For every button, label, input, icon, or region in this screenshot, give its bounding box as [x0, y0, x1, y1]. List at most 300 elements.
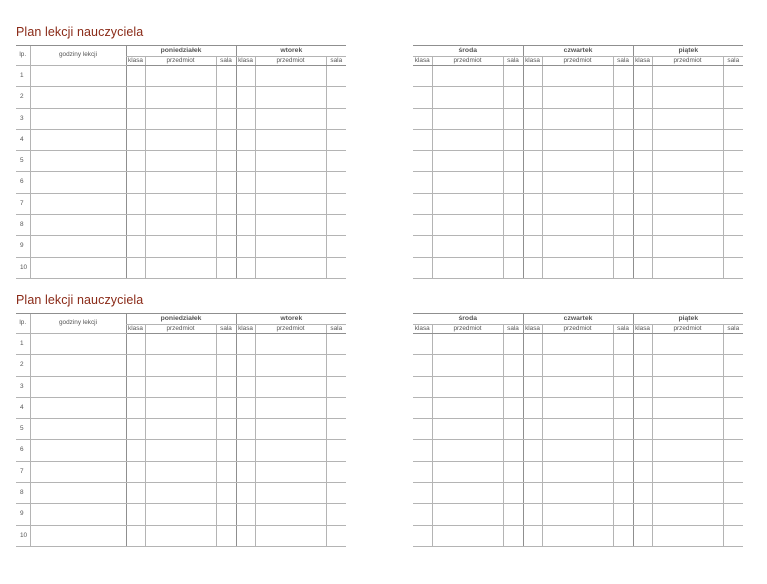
klasa-cell	[236, 66, 255, 87]
sala-cell	[326, 334, 346, 355]
klasa-cell	[523, 483, 542, 504]
hours-cell	[30, 66, 126, 87]
sala-cell	[503, 257, 523, 278]
klasa-cell	[523, 334, 542, 355]
klasa-cell	[523, 87, 542, 108]
hours-header: godziny lekcji	[30, 46, 126, 66]
sala-cell	[326, 504, 346, 525]
klasa-cell	[413, 397, 432, 418]
klasa-cell	[126, 397, 145, 418]
row-number: 3	[16, 108, 30, 129]
sala-cell	[613, 172, 633, 193]
sala-header: sala	[613, 325, 633, 334]
przedmiot-header: przedmiot	[432, 325, 503, 334]
przedmiot-cell	[542, 334, 613, 355]
przedmiot-cell	[255, 151, 326, 172]
table-row	[16, 440, 346, 461]
sala-header: sala	[326, 325, 346, 334]
przedmiot-cell	[652, 376, 723, 397]
przedmiot-cell	[542, 504, 613, 525]
klasa-cell	[413, 87, 432, 108]
klasa-cell	[633, 215, 652, 236]
day-header: wtorek	[236, 314, 346, 325]
table-row	[413, 461, 743, 482]
przedmiot-cell	[432, 236, 503, 257]
sala-cell	[723, 376, 743, 397]
sala-cell	[613, 215, 633, 236]
przedmiot-cell	[145, 397, 216, 418]
klasa-cell	[126, 440, 145, 461]
przedmiot-header: przedmiot	[542, 57, 613, 66]
klasa-cell	[236, 193, 255, 214]
sala-cell	[326, 440, 346, 461]
table-row	[16, 236, 346, 257]
klasa-cell	[633, 504, 652, 525]
przedmiot-cell	[145, 215, 216, 236]
row-number: 6	[16, 440, 30, 461]
przedmiot-cell	[432, 376, 503, 397]
sala-cell	[216, 334, 236, 355]
klasa-cell	[413, 440, 432, 461]
przedmiot-cell	[432, 504, 503, 525]
table-row	[413, 87, 743, 108]
row-number: 7	[16, 461, 30, 482]
day-header: poniedziałek	[126, 314, 236, 325]
klasa-cell	[413, 461, 432, 482]
klasa-cell	[236, 419, 255, 440]
przedmiot-cell	[652, 504, 723, 525]
klasa-cell	[236, 461, 255, 482]
klasa-cell	[523, 376, 542, 397]
hours-cell	[30, 504, 126, 525]
klasa-cell	[633, 440, 652, 461]
przedmiot-cell	[432, 108, 503, 129]
klasa-cell	[413, 334, 432, 355]
przedmiot-cell	[652, 236, 723, 257]
table-row	[413, 504, 743, 525]
klasa-cell	[523, 419, 542, 440]
sala-cell	[216, 87, 236, 108]
table-row	[413, 440, 743, 461]
hours-cell	[30, 397, 126, 418]
sala-cell	[326, 172, 346, 193]
sala-cell	[613, 66, 633, 87]
row-number: 3	[16, 376, 30, 397]
sala-cell	[216, 504, 236, 525]
sala-cell	[723, 236, 743, 257]
klasa-cell	[126, 419, 145, 440]
klasa-cell	[236, 257, 255, 278]
sala-cell	[216, 193, 236, 214]
sala-cell	[723, 193, 743, 214]
przedmiot-cell	[652, 129, 723, 150]
klasa-cell	[236, 172, 255, 193]
sala-cell	[216, 419, 236, 440]
sala-cell	[216, 483, 236, 504]
day-header: wtorek	[236, 46, 346, 57]
sala-header: sala	[326, 57, 346, 66]
sala-cell	[613, 257, 633, 278]
row-number: 4	[16, 129, 30, 150]
sala-cell	[326, 525, 346, 546]
table-row	[413, 215, 743, 236]
klasa-cell	[633, 129, 652, 150]
przedmiot-cell	[542, 355, 613, 376]
przedmiot-cell	[542, 66, 613, 87]
klasa-cell	[413, 108, 432, 129]
klasa-cell	[126, 461, 145, 482]
sala-header: sala	[723, 57, 743, 66]
table-row	[413, 257, 743, 278]
sala-cell	[503, 483, 523, 504]
przedmiot-cell	[145, 440, 216, 461]
przedmiot-cell	[255, 334, 326, 355]
przedmiot-cell	[255, 129, 326, 150]
przedmiot-cell	[255, 108, 326, 129]
przedmiot-cell	[652, 87, 723, 108]
klasa-cell	[523, 440, 542, 461]
przedmiot-cell	[432, 215, 503, 236]
przedmiot-header: przedmiot	[255, 325, 326, 334]
przedmiot-cell	[145, 355, 216, 376]
przedmiot-cell	[432, 461, 503, 482]
sala-cell	[216, 215, 236, 236]
przedmiot-cell	[432, 87, 503, 108]
przedmiot-cell	[255, 504, 326, 525]
przedmiot-cell	[255, 419, 326, 440]
table-row	[413, 525, 743, 546]
klasa-cell	[523, 129, 542, 150]
przedmiot-cell	[255, 440, 326, 461]
klasa-cell	[413, 355, 432, 376]
przedmiot-cell	[255, 461, 326, 482]
klasa-cell	[126, 525, 145, 546]
hours-cell	[30, 129, 126, 150]
klasa-header: klasa	[523, 325, 542, 334]
table-row	[16, 172, 346, 193]
klasa-cell	[126, 483, 145, 504]
sala-cell	[723, 461, 743, 482]
sala-cell	[723, 257, 743, 278]
table-row	[16, 483, 346, 504]
przedmiot-cell	[255, 172, 326, 193]
przedmiot-cell	[652, 257, 723, 278]
przedmiot-cell	[432, 66, 503, 87]
table-row	[413, 376, 743, 397]
sala-cell	[216, 257, 236, 278]
row-number: 1	[16, 334, 30, 355]
przedmiot-cell	[255, 87, 326, 108]
przedmiot-cell	[542, 397, 613, 418]
sala-cell	[503, 151, 523, 172]
left-schedule-table-bottom	[16, 313, 346, 547]
page-title-bottom: Plan lekcji nauczyciela	[16, 293, 144, 307]
day-header: czwartek	[523, 314, 633, 325]
klasa-cell	[523, 525, 542, 546]
przedmiot-cell	[432, 129, 503, 150]
sala-cell	[503, 129, 523, 150]
przedmiot-cell	[255, 397, 326, 418]
klasa-cell	[413, 66, 432, 87]
row-number: 5	[16, 151, 30, 172]
row-number: 10	[16, 525, 30, 546]
klasa-cell	[633, 376, 652, 397]
przedmiot-cell	[432, 355, 503, 376]
sala-cell	[326, 108, 346, 129]
klasa-cell	[236, 87, 255, 108]
przedmiot-cell	[145, 504, 216, 525]
klasa-cell	[523, 461, 542, 482]
klasa-header: klasa	[126, 57, 145, 66]
klasa-cell	[126, 236, 145, 257]
sala-cell	[723, 355, 743, 376]
row-number: 8	[16, 215, 30, 236]
table-row	[16, 355, 346, 376]
przedmiot-cell	[542, 215, 613, 236]
sala-cell	[723, 87, 743, 108]
sala-cell	[326, 129, 346, 150]
row-number: 8	[16, 483, 30, 504]
sala-cell	[723, 525, 743, 546]
klasa-cell	[523, 66, 542, 87]
sala-cell	[503, 525, 523, 546]
sala-cell	[503, 108, 523, 129]
przedmiot-cell	[652, 525, 723, 546]
sala-cell	[613, 108, 633, 129]
przedmiot-cell	[255, 193, 326, 214]
row-number: 1	[16, 66, 30, 87]
klasa-cell	[413, 129, 432, 150]
sala-header: sala	[503, 325, 523, 334]
sala-cell	[613, 525, 633, 546]
przedmiot-cell	[542, 461, 613, 482]
klasa-cell	[413, 172, 432, 193]
klasa-cell	[126, 504, 145, 525]
przedmiot-cell	[255, 376, 326, 397]
sala-cell	[503, 440, 523, 461]
day-header: czwartek	[523, 46, 633, 57]
klasa-cell	[236, 334, 255, 355]
table-row	[413, 129, 743, 150]
hours-cell	[30, 440, 126, 461]
klasa-cell	[633, 483, 652, 504]
klasa-cell	[523, 193, 542, 214]
klasa-header: klasa	[413, 325, 432, 334]
klasa-cell	[413, 419, 432, 440]
klasa-cell	[523, 397, 542, 418]
klasa-cell	[633, 525, 652, 546]
przedmiot-cell	[255, 257, 326, 278]
sala-header: sala	[613, 57, 633, 66]
sala-cell	[216, 461, 236, 482]
lp-header: lp.	[16, 314, 30, 334]
przedmiot-cell	[542, 376, 613, 397]
przedmiot-cell	[542, 440, 613, 461]
klasa-cell	[126, 172, 145, 193]
sala-cell	[216, 66, 236, 87]
row-number: 6	[16, 172, 30, 193]
sala-cell	[723, 504, 743, 525]
przedmiot-header: przedmiot	[145, 57, 216, 66]
sala-cell	[503, 376, 523, 397]
przedmiot-cell	[145, 461, 216, 482]
sala-cell	[326, 66, 346, 87]
przedmiot-cell	[145, 257, 216, 278]
page-title-top: Plan lekcji nauczyciela	[16, 25, 144, 39]
sala-cell	[216, 397, 236, 418]
hours-cell	[30, 419, 126, 440]
sala-cell	[723, 440, 743, 461]
table-row	[16, 525, 346, 546]
hours-header: godziny lekcji	[30, 314, 126, 334]
przedmiot-header: przedmiot	[652, 325, 723, 334]
przedmiot-cell	[145, 172, 216, 193]
table-row	[16, 215, 346, 236]
day-header: środa	[413, 46, 523, 57]
przedmiot-cell	[255, 483, 326, 504]
row-number: 9	[16, 504, 30, 525]
klasa-cell	[236, 215, 255, 236]
table-row	[413, 483, 743, 504]
hours-cell	[30, 172, 126, 193]
przedmiot-header: przedmiot	[145, 325, 216, 334]
table-row	[16, 376, 346, 397]
klasa-cell	[126, 87, 145, 108]
hours-cell	[30, 236, 126, 257]
przedmiot-cell	[145, 525, 216, 546]
sala-cell	[613, 440, 633, 461]
sala-cell	[723, 108, 743, 129]
table-row	[413, 419, 743, 440]
klasa-cell	[413, 504, 432, 525]
sala-cell	[326, 376, 346, 397]
sala-cell	[723, 483, 743, 504]
przedmiot-cell	[145, 483, 216, 504]
sala-cell	[216, 108, 236, 129]
sala-cell	[723, 172, 743, 193]
sala-cell	[503, 193, 523, 214]
table-row	[16, 334, 346, 355]
klasa-cell	[126, 257, 145, 278]
sala-cell	[503, 87, 523, 108]
table-row	[413, 334, 743, 355]
klasa-cell	[413, 525, 432, 546]
klasa-cell	[523, 504, 542, 525]
sala-cell	[503, 334, 523, 355]
sala-header: sala	[216, 57, 236, 66]
przedmiot-cell	[652, 355, 723, 376]
przedmiot-cell	[432, 257, 503, 278]
przedmiot-cell	[542, 151, 613, 172]
klasa-cell	[633, 236, 652, 257]
table-row	[16, 504, 346, 525]
klasa-cell	[236, 504, 255, 525]
klasa-cell	[633, 87, 652, 108]
sala-cell	[326, 236, 346, 257]
przedmiot-cell	[432, 172, 503, 193]
sala-cell	[613, 151, 633, 172]
klasa-cell	[523, 355, 542, 376]
sala-cell	[326, 355, 346, 376]
przedmiot-header: przedmiot	[652, 57, 723, 66]
przedmiot-cell	[145, 419, 216, 440]
przedmiot-cell	[255, 215, 326, 236]
przedmiot-cell	[145, 376, 216, 397]
lp-header: lp.	[16, 46, 30, 66]
przedmiot-cell	[542, 87, 613, 108]
sala-cell	[723, 334, 743, 355]
przedmiot-cell	[432, 483, 503, 504]
row-number: 4	[16, 397, 30, 418]
klasa-cell	[126, 215, 145, 236]
sala-cell	[216, 525, 236, 546]
table-row	[413, 151, 743, 172]
row-number: 5	[16, 419, 30, 440]
klasa-cell	[236, 525, 255, 546]
table-row	[16, 66, 346, 87]
sala-cell	[503, 172, 523, 193]
table-row	[16, 193, 346, 214]
table-row	[16, 257, 346, 278]
klasa-cell	[126, 193, 145, 214]
przedmiot-cell	[432, 193, 503, 214]
sala-cell	[503, 66, 523, 87]
sala-cell	[613, 419, 633, 440]
sala-cell	[723, 419, 743, 440]
sala-cell	[216, 376, 236, 397]
przedmiot-cell	[652, 440, 723, 461]
hours-cell	[30, 108, 126, 129]
klasa-cell	[633, 334, 652, 355]
sala-cell	[326, 87, 346, 108]
hours-cell	[30, 483, 126, 504]
hours-cell	[30, 193, 126, 214]
table-row	[16, 461, 346, 482]
row-number: 2	[16, 87, 30, 108]
sala-cell	[503, 504, 523, 525]
sala-cell	[613, 397, 633, 418]
sala-cell	[613, 236, 633, 257]
klasa-cell	[236, 355, 255, 376]
sala-cell	[326, 257, 346, 278]
sala-cell	[503, 355, 523, 376]
przedmiot-cell	[652, 483, 723, 504]
sala-cell	[613, 461, 633, 482]
klasa-cell	[633, 108, 652, 129]
sala-cell	[723, 66, 743, 87]
klasa-cell	[236, 236, 255, 257]
klasa-cell	[236, 151, 255, 172]
hours-cell	[30, 334, 126, 355]
sala-cell	[723, 151, 743, 172]
przedmiot-cell	[652, 334, 723, 355]
klasa-cell	[236, 129, 255, 150]
klasa-cell	[126, 108, 145, 129]
przedmiot-cell	[652, 215, 723, 236]
table-row	[16, 151, 346, 172]
table-row	[16, 129, 346, 150]
day-header: środa	[413, 314, 523, 325]
klasa-cell	[413, 215, 432, 236]
sala-header: sala	[723, 325, 743, 334]
sala-cell	[326, 461, 346, 482]
klasa-cell	[633, 172, 652, 193]
przedmiot-cell	[542, 172, 613, 193]
sala-cell	[613, 193, 633, 214]
klasa-cell	[413, 193, 432, 214]
sala-cell	[613, 504, 633, 525]
klasa-cell	[633, 397, 652, 418]
